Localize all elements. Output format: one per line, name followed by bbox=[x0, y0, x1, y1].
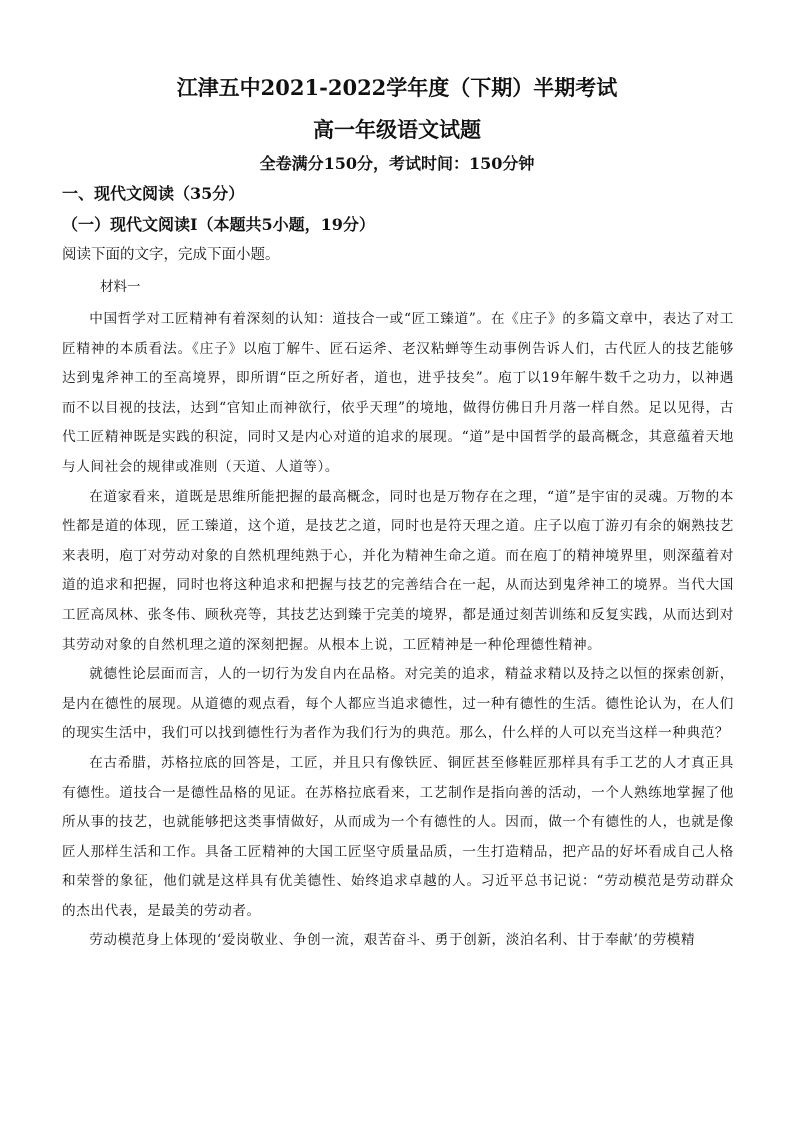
paragraph: 就德性论层面而言，人的一切行为发自内在品格。对完美的追求，精益求精以及持之以恒的探索创新，是内在德性的展现。从道德的观点看，每个人都应当追求德性，过一种有德性的生活。德性论认为，在人们的现实生活中，我们可以找到德性行为者作为我们行为的典范。那么，什么样的人可以充当这样一种典范？ bbox=[62, 666, 734, 742]
paragraph: 在道家看来，道既是思维所能把握的最高概念，同时也是万物存在之理，“道”是宇宙的灵魂。万物的本性都是道的体现，匠工臻道，这个道，是技艺之道，同时也是符天理之道。庄子以庖丁游刃有余的娴熟技艺来表明，庖丁对劳动对象的自然机理纯熟于心，并化为精神生命之道。而在庖丁的精神境界里，则深蕴着对道的追求和把握，同时也将这种追求和把握与技艺的完善结合在一起，从而达到鬼斧神工的境界。当代大国工匠高凤林、张冬伟、顾秋亮等，其技艺达到臻于完美的境界，都是通过刻苦训练和反复实践，从而达到对其劳动对象的自然机理之道的深刻把握。从根本上说，工匠精神是一种伦理德性精神。 bbox=[62, 488, 734, 653]
reading-instruction: 阅读下面的文字，完成下面小题。 bbox=[62, 247, 280, 263]
paragraph: 劳动模范身上体现的‘爱岗敬业、争创一流，艰苦奋斗、勇于创新，淡泊名利、甘于奉献’的劳模精 bbox=[89, 932, 696, 949]
section-heading: 一、现代文阅读（35分） bbox=[62, 184, 245, 203]
school-exam-title: 江津五中2021-2022学年度（下期）半期考试 bbox=[176, 75, 618, 100]
subsection-heading: （一）现代文阅读Ⅰ（本题共5小题，19分） bbox=[62, 215, 375, 234]
paragraph: 在古希腊，苏格拉底的回答是，工匠，并且只有像铁匠、铜匠甚至修鞋匠那样具有手工艺的人才真正具有德性。道技合一是德性品格的见证。在苏格拉底看来，工艺制作是指向善的活动，一个人熟练地掌握了他所从事的技艺，也就能够把这类事情做好，从而成为一个有德性的人。因而，做一个有德性的人，也就是像匠人那样生活和工作。具备工匠精神的大国工匠坚守质量品质，一生打造精品，把产品的好坏看成自己人格和荣誉的象征，他们就是这样具有优美德性、始终追求卓越的人。习近平总书记说：“劳动模范是劳动群众的杰出代表，是最美的劳动者。 bbox=[62, 754, 734, 919]
material-label: 材料一 bbox=[100, 279, 141, 295]
paragraph: 中国哲学对工匠精神有着深刻的认知：道技合一或“匠工臻道”。在《庄子》的多篇文章中，表达了对工匠精神的本质看法。《庄子》以庖丁解牛、匠石运斧、老汉粘蝉等生动事例告诉人们，古代匠人的技艺能够达到鬼斧神工的至高境界，即所谓“臣之所好者，道也，进乎技矣”。庖丁以19年解牛数千之功力，以神遇而不以目视的技法，达到“官知止而神欲行，依乎天理”的境地，做得仿佛日升月落一样自然。足以见得，古代工匠精神既是实践的积淀，同时又是内心对道的追求的展现。“道”是中国哲学的最高概念，其意蕴着天地与人间社会的规律或准则（天道、人道等）。 bbox=[62, 311, 734, 475]
article-body bbox=[62, 305, 734, 956]
subject-title: 高一年级语文试题 bbox=[313, 117, 481, 142]
exam-info: 全卷满分150分，考试时间：150分钟 bbox=[259, 154, 535, 173]
